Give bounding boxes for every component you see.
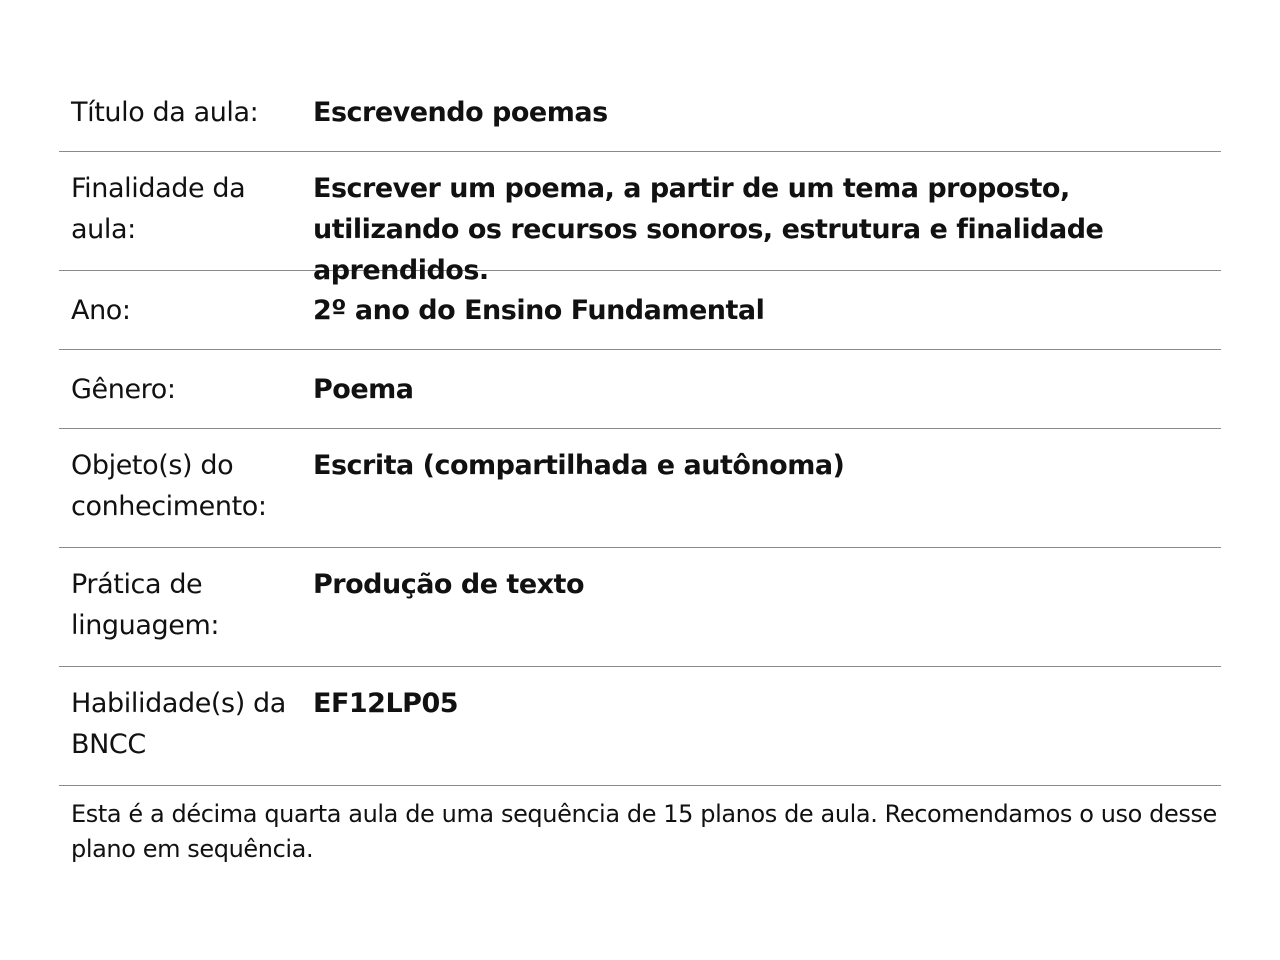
row-knowledge-object	[59, 429, 1221, 548]
row-genre	[59, 350, 1221, 429]
row-lesson-purpose	[59, 152, 1221, 286]
lesson-title-value: Escrevendo poemas	[313, 97, 608, 128]
row-lesson-title	[59, 73, 1221, 152]
language-practice-label: Prática de linguagem:	[71, 569, 220, 641]
knowledge-object-label: Objeto(s) do conhecimento:	[71, 450, 267, 522]
school-year-value: 2º ano do Ensino Fundamental	[313, 295, 765, 326]
lesson-info-table	[59, 73, 1221, 786]
genre-value: Poema	[313, 374, 414, 405]
language-practice-value: Produção de texto	[313, 569, 585, 600]
row-language-practice	[59, 548, 1221, 667]
lesson-purpose-value: Escrever um poema, a partir de um tema proposto, utilizando os recursos sonoros, estrutura e finalidade aprendidos.	[313, 173, 1104, 286]
sequence-footnote: Esta é a décima quarta aula de uma sequência de 15 planos de aula. Recomendamos o uso desse plano em sequência.	[71, 800, 1217, 863]
school-year-label: Ano:	[71, 295, 131, 326]
row-school-year	[59, 271, 1221, 350]
genre-label: Gênero:	[71, 374, 176, 405]
lesson-title-label: Título da aula:	[71, 97, 259, 128]
bncc-skills-value: EF12LP05	[313, 688, 459, 719]
knowledge-object-value: Escrita (compartilhada e autônoma)	[313, 450, 845, 481]
bncc-skills-label: Habilidade(s) da BNCC	[71, 688, 286, 760]
lesson-purpose-label: Finalidade da aula:	[71, 173, 246, 245]
row-bncc-skills	[59, 667, 1221, 786]
